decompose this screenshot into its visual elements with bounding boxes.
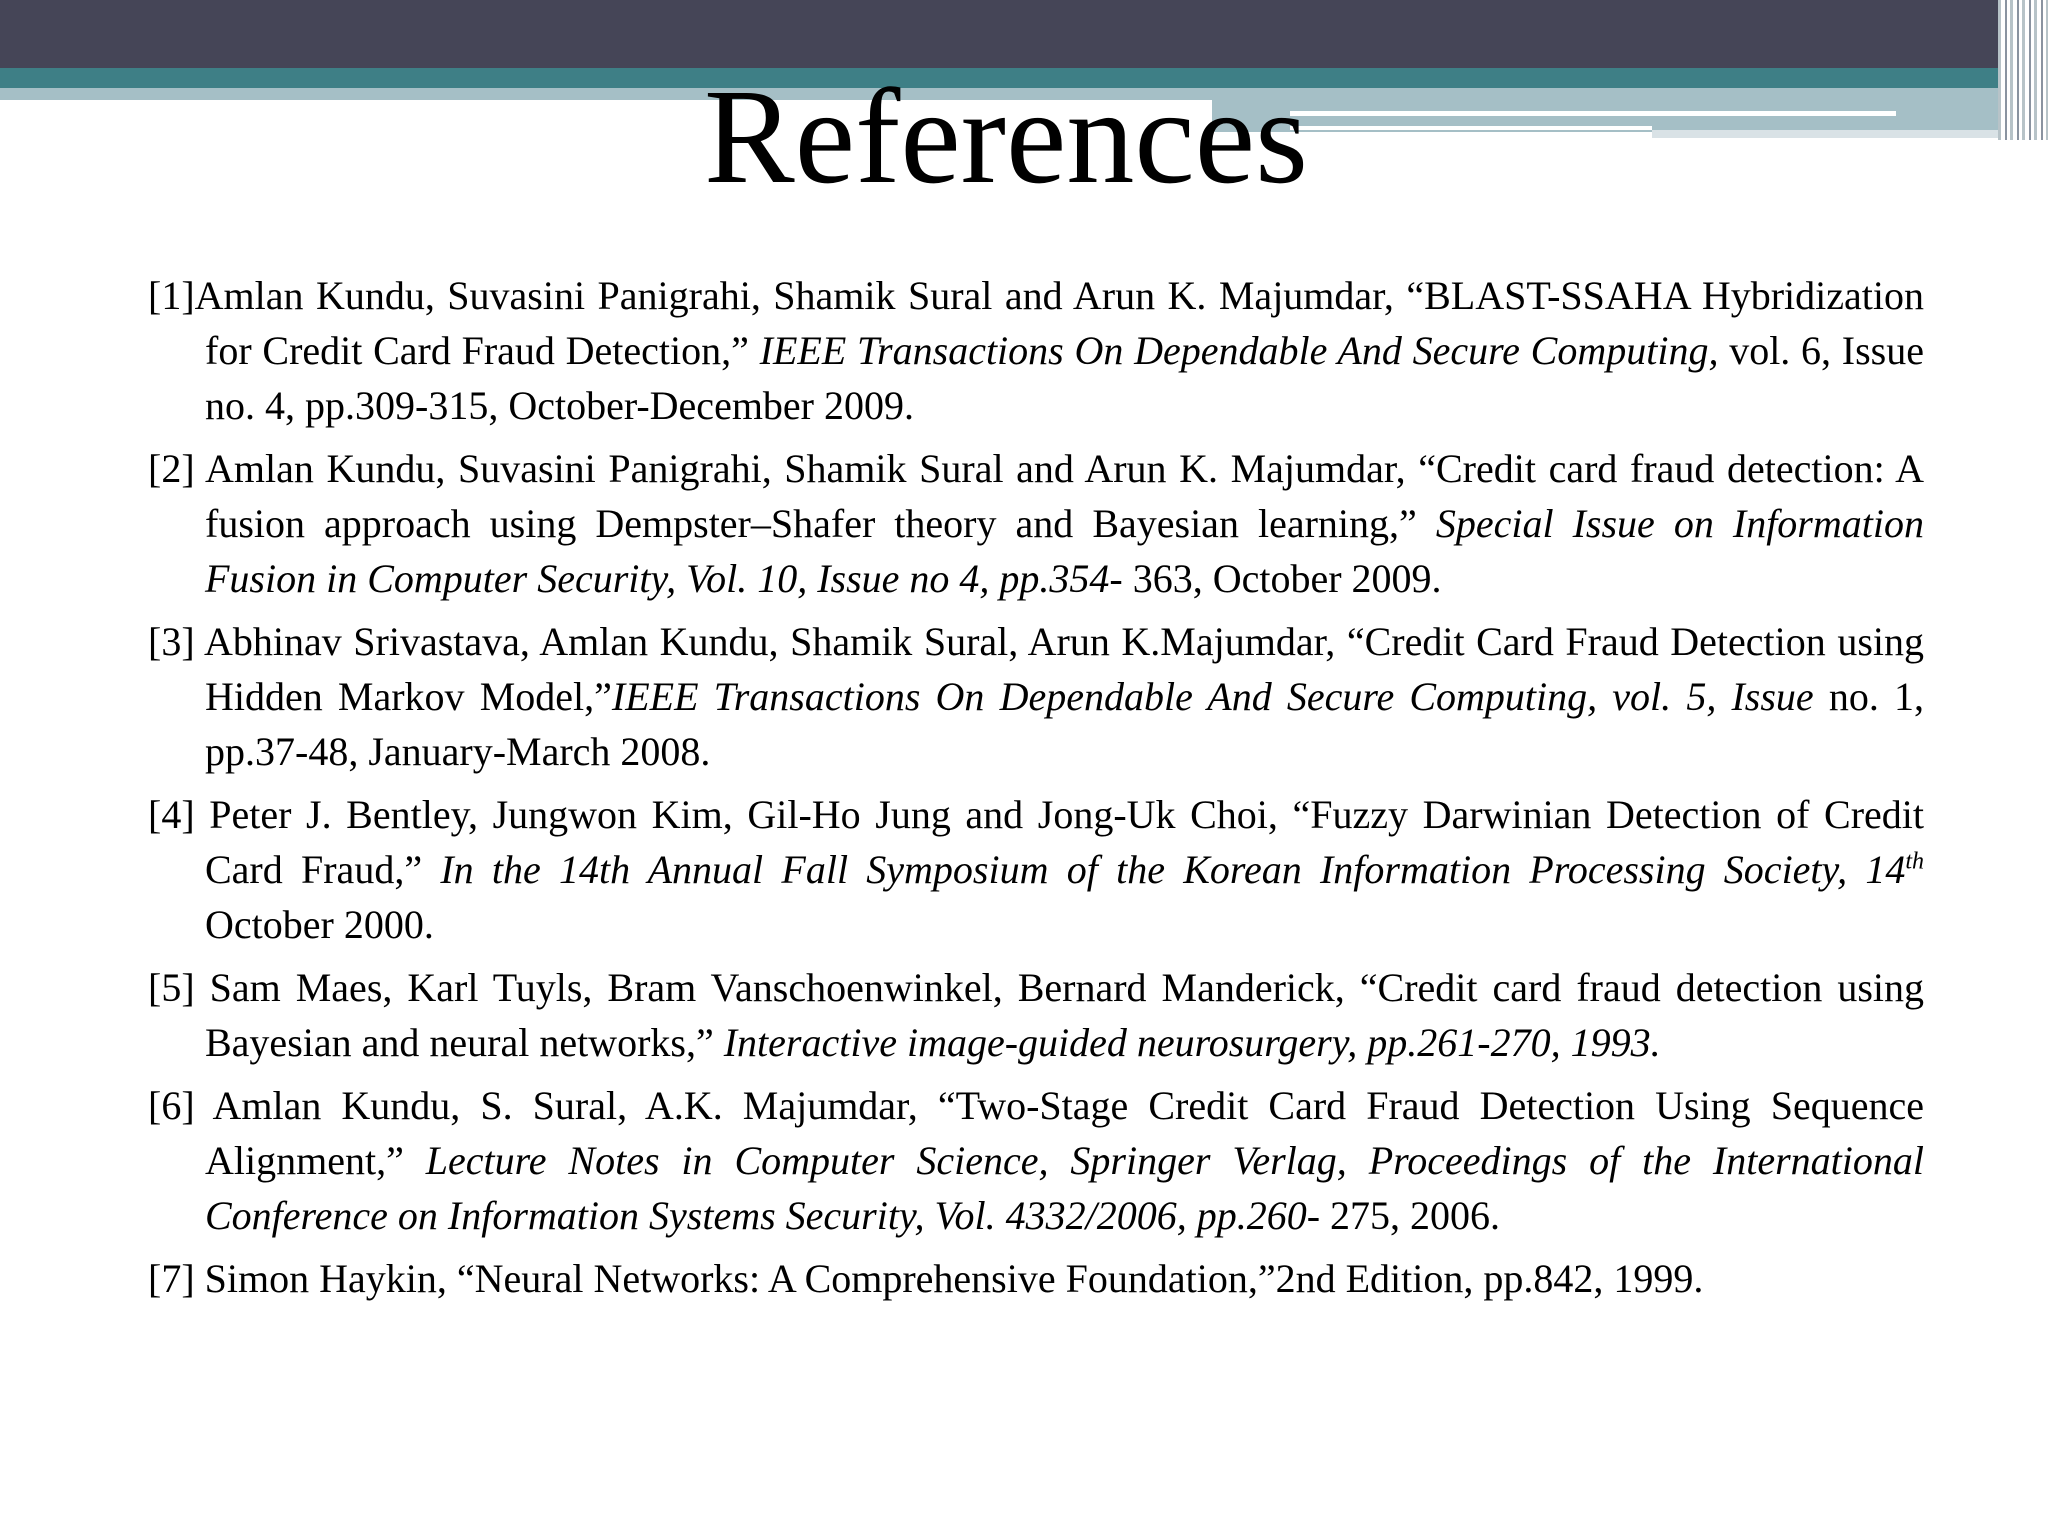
reference-text: Amlan Kundu, Suvasini Panigrahi, Shamik Sural and Arun K. Majumdar, “Credit card fraud detection: A fusion approach using Dempster–Shafer theory and Bayesian learning,” — [194, 446, 1924, 546]
reference-number: [7] — [148, 1256, 195, 1301]
reference-source: Special Issue on Information Fusion in Computer Security, Vol. 10, Issue no 4, pp.354- — [205, 501, 1924, 601]
slide-title: References — [703, 62, 1309, 212]
reference-5 — [148, 960, 1924, 1070]
reference-2 — [148, 441, 1924, 606]
reference-list — [148, 268, 1924, 1314]
reference-source: Lecture Notes in Computer Science, Springer Verlag, Proceedings of the International Conference on Information Systems Security, Vol. 4332/2006, pp.260- — [205, 1138, 1924, 1238]
reference-source — [440, 847, 1924, 892]
reference-number: [3] — [148, 619, 195, 664]
reference-number: [1] — [148, 273, 195, 318]
reference-source-text: In the 14th Annual Fall Symposium of the Korean Information Processing Society, 14 — [440, 847, 1906, 892]
reference-source: IEEE Transactions On Dependable And Secure Computing, — [759, 328, 1719, 373]
reference-number: [2] — [148, 446, 195, 491]
reference-source: Interactive image-guided neurosurgery, pp.261-270, 1993. — [723, 1020, 1661, 1065]
reference-superscript: th — [1905, 848, 1925, 875]
reference-text: Peter J. Bentley, Jungwon Kim, Gil-Ho Jung and Jong-Uk Choi, “Fuzzy Darwinian Detection of Credit Card Fraud,” — [194, 792, 1924, 892]
reference-text: Abhinav Srivastava, Amlan Kundu, Shamik Sural, Arun K.Majumdar, “Credit Card Fraud Detection using Hidden Markov Model,” — [194, 619, 1924, 719]
reference-number: [6] — [148, 1083, 195, 1128]
reference-details: 275, 2006. — [1320, 1193, 1501, 1238]
reference-details: vol. 6, Issue no. 4, pp.309-315, October-December 2009. — [205, 328, 1924, 428]
reference-source: IEEE Transactions On Dependable And Secure Computing, vol. 5, Issue — [611, 674, 1814, 719]
reference-text: Amlan Kundu, S. Sural, A.K. Majumdar, “Two-Stage Credit Card Fraud Detection Using Sequence Alignment,” — [194, 1083, 1924, 1183]
reference-number: [5] — [148, 965, 195, 1010]
reference-details: 363, October 2009. — [1122, 556, 1442, 601]
reference-1 — [148, 268, 1924, 433]
reference-number: [4] — [148, 792, 195, 837]
reference-3 — [148, 614, 1924, 779]
reference-details: October 2000. — [205, 902, 434, 947]
reference-7 — [148, 1251, 1924, 1306]
reference-details: no. 1, pp.37-48, January-March 2008. — [205, 674, 1924, 774]
reference-text: Simon Haykin, “Neural Networks: A Comprehensive Foundation,”2nd Edition, pp.842, 1999. — [194, 1256, 1704, 1301]
reference-4 — [148, 787, 1924, 952]
reference-text: Amlan Kundu, Suvasini Panigrahi, Shamik Sural and Arun K. Majumdar, “BLAST-SSAHA Hybridization for Credit Card Fraud Detection,” — [194, 273, 1924, 373]
header-bar-dark — [0, 0, 2048, 68]
reference-text: Sam Maes, Karl Tuyls, Bram Vanschoenwinkel, Bernard Manderick, “Credit card fraud detection using Bayesian and neural networks,” — [194, 965, 1924, 1065]
reference-6 — [148, 1078, 1924, 1243]
